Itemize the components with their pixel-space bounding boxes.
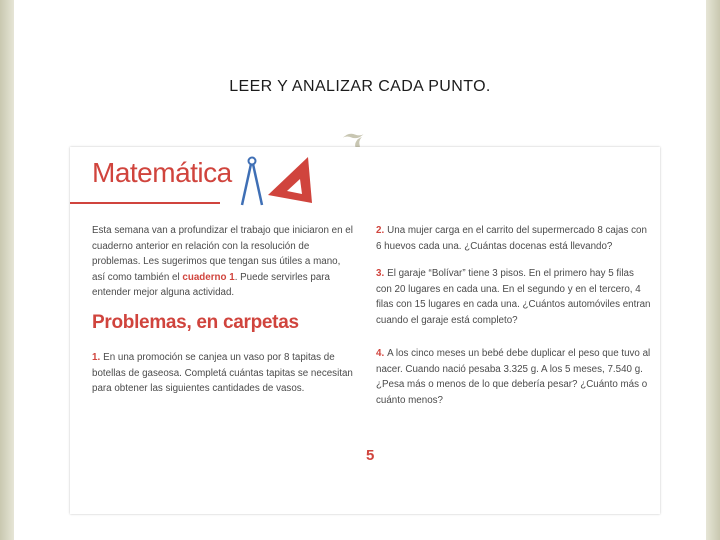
problem-text: El garaje “Bolívar” tiene 3 pisos. En el primero hay 5 filas con 20 lugares en cada una. En el segundo y en el tercero, 4 filas con 15 lugares en cada una. ¿Cuántos automóviles entran cuando el garaje está completo? [376, 268, 651, 326]
problem-number: 2. [376, 225, 385, 236]
intro-highlight: cuaderno 1 [182, 271, 235, 283]
compass-icon [242, 158, 262, 206]
page-number: 5 [366, 447, 375, 464]
problem-1 [92, 350, 362, 397]
page-header [70, 147, 660, 209]
section-title: Problemas, en carpetas [92, 312, 299, 333]
set-square-icon [268, 157, 312, 203]
problem-number: 4. [376, 348, 385, 359]
problem-number: 3. [376, 268, 385, 279]
geometry-tools-icon [238, 151, 318, 209]
right-column [376, 223, 652, 408]
problem-number: 1. [92, 352, 101, 363]
slide-title: LEER Y ANALIZAR CADA PUNTO. [229, 78, 491, 95]
problem-text: Una mujer carga en el carrito del supermercado 8 cajas con 6 huevos cada una. ¿Cuántas docenas está llevando? [376, 225, 647, 252]
textbook-page-image [70, 147, 660, 514]
problem-text: A los cinco meses un bebé debe duplicar el peso que tuvo al nacer. Cuando nació pesaba 3.325 g. A los 5 meses, 7.540 g. ¿Pesa más o menos de lo que debería pesar? ¿Cuánto más o cuánto menos? [376, 348, 651, 406]
problem-4 [376, 346, 652, 408]
subject-title: Matemática [92, 157, 232, 188]
intro-text: Esta semana van a profundizar el trabajo que iniciaron en el cuaderno anterior en relación con la resolución de problemas. Les sugerimos que tengan sus útiles a mano, así como también el [92, 225, 353, 283]
intro-text-end: . Puede servirles para entender mejor alguna actividad. [92, 271, 330, 298]
problem-text: En una promoción se canjea un vaso por 8 tapitas de botellas de gaseosa. Completá cuántas tapitas se necesitan para obtener las siguientes cantidades de vasos. [92, 352, 353, 394]
intro-paragraph [92, 223, 354, 301]
problem-3 [376, 266, 652, 328]
problem-2 [376, 223, 652, 254]
header-rule [70, 202, 220, 204]
